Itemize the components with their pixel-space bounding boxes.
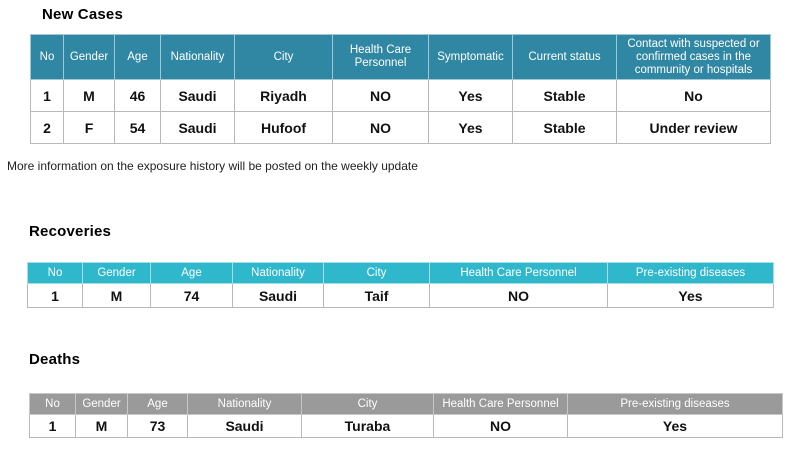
- header-no: No: [28, 263, 83, 284]
- cell-health-care-personnel: NO: [333, 112, 429, 144]
- new-cases-table: [30, 34, 771, 144]
- deaths-title: Deaths: [29, 351, 81, 368]
- new-cases-title: New Cases: [42, 6, 124, 23]
- header-gender: Gender: [64, 35, 115, 80]
- cell-current-status: Stable: [513, 80, 617, 112]
- table-row: [28, 284, 774, 308]
- cell-no: 1: [30, 415, 76, 438]
- header-age: Age: [128, 394, 188, 415]
- table-header-row: [28, 263, 774, 284]
- header-city: City: [235, 35, 333, 80]
- header-no: No: [30, 394, 76, 415]
- header-health-care-personnel: Health Care Personnel: [333, 35, 429, 80]
- cell-no: 1: [28, 284, 83, 308]
- header-gender: Gender: [83, 263, 151, 284]
- deaths-table: [29, 393, 783, 438]
- cell-gender: M: [76, 415, 128, 438]
- header-nationality: Nationality: [188, 394, 302, 415]
- table-row: [30, 415, 783, 438]
- cell-city: Turaba: [302, 415, 434, 438]
- cell-age: 46: [115, 80, 161, 112]
- exposure-history-note: More information on the exposure history will be posted on the weekly update: [7, 159, 418, 173]
- cell-no: 2: [31, 112, 64, 144]
- cell-nationality: Saudi: [161, 80, 235, 112]
- header-city: City: [324, 263, 430, 284]
- cell-symptomatic: Yes: [429, 80, 513, 112]
- table-header-row: [30, 394, 783, 415]
- header-city: City: [302, 394, 434, 415]
- cell-city: Taif: [324, 284, 430, 308]
- cell-contact: No: [617, 80, 771, 112]
- header-age: Age: [151, 263, 233, 284]
- cell-pre-existing-diseases: Yes: [568, 415, 783, 438]
- cell-health-care-personnel: NO: [434, 415, 568, 438]
- cell-age: 73: [128, 415, 188, 438]
- cell-current-status: Stable: [513, 112, 617, 144]
- header-current-status: Current status: [513, 35, 617, 80]
- header-symptomatic: Symptomatic: [429, 35, 513, 80]
- header-health-care-personnel: Health Care Personnel: [434, 394, 568, 415]
- cell-nationality: Saudi: [161, 112, 235, 144]
- header-nationality: Nationality: [233, 263, 324, 284]
- cell-pre-existing-diseases: Yes: [608, 284, 774, 308]
- cell-no: 1: [31, 80, 64, 112]
- cell-age: 54: [115, 112, 161, 144]
- header-no: No: [31, 35, 64, 80]
- header-contact: Contact with suspected or confirmed cases in the community or hospitals: [617, 35, 771, 80]
- header-health-care-personnel: Health Care Personnel: [430, 263, 608, 284]
- cell-gender: F: [64, 112, 115, 144]
- table-row: [31, 112, 771, 144]
- cell-nationality: Saudi: [233, 284, 324, 308]
- cell-health-care-personnel: NO: [333, 80, 429, 112]
- header-gender: Gender: [76, 394, 128, 415]
- cell-symptomatic: Yes: [429, 112, 513, 144]
- header-pre-existing-diseases: Pre-existing diseases: [568, 394, 783, 415]
- cell-nationality: Saudi: [188, 415, 302, 438]
- recoveries-title: Recoveries: [29, 223, 112, 240]
- header-pre-existing-diseases: Pre-existing diseases: [608, 263, 774, 284]
- header-nationality: Nationality: [161, 35, 235, 80]
- cell-health-care-personnel: NO: [430, 284, 608, 308]
- cell-age: 74: [151, 284, 233, 308]
- cell-contact: Under review: [617, 112, 771, 144]
- table-header-row: [31, 35, 771, 80]
- cell-gender: M: [83, 284, 151, 308]
- cell-gender: M: [64, 80, 115, 112]
- cell-city: Riyadh: [235, 80, 333, 112]
- recoveries-table: [27, 262, 774, 308]
- header-age: Age: [115, 35, 161, 80]
- table-row: [31, 80, 771, 112]
- cell-city: Hufoof: [235, 112, 333, 144]
